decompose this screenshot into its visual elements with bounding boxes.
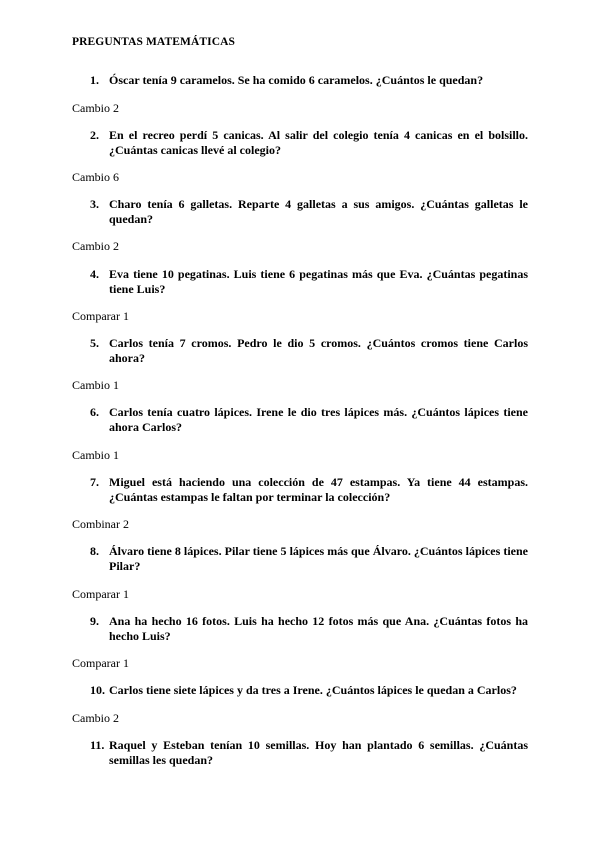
problem-text: Óscar tenía 9 caramelos. Se ha comido 6 caramelos. ¿Cuántos le quedan? xyxy=(109,73,484,87)
problem-3 xyxy=(90,197,528,227)
problem-category: Comparar 1 xyxy=(72,309,129,323)
problem-number: 10. xyxy=(90,683,105,697)
problem-number: 9. xyxy=(90,614,99,628)
problem-4 xyxy=(90,267,528,297)
problem-10 xyxy=(90,683,528,698)
problem-category: Cambio 2 xyxy=(72,711,119,725)
problem-number: 11. xyxy=(90,738,105,752)
problem-11 xyxy=(90,738,528,768)
problem-category: Combinar 2 xyxy=(72,517,129,531)
problem-category: Cambio 1 xyxy=(72,378,119,392)
problem-2 xyxy=(90,128,528,158)
problem-number: 2. xyxy=(90,128,99,142)
problem-7 xyxy=(90,475,528,505)
problem-text: Carlos tenía 7 cromos. Pedro le dio 5 cromos. ¿Cuántos cromos tiene Carlos ahora? xyxy=(109,336,528,365)
problem-5 xyxy=(90,336,528,366)
problem-category: Comparar 1 xyxy=(72,587,129,601)
problem-number: 1. xyxy=(90,73,99,87)
problem-text: Raquel y Esteban tenían 10 semillas. Hoy han plantado 6 semillas. ¿Cuántas semillas les quedan? xyxy=(109,738,528,767)
problem-6 xyxy=(90,405,528,435)
problem-category: Cambio 6 xyxy=(72,170,119,184)
problem-category: Cambio 1 xyxy=(72,448,119,462)
problem-category: Comparar 1 xyxy=(72,656,129,670)
problem-text: Carlos tenía cuatro lápices. Irene le dio tres lápices más. ¿Cuántos lápices tiene ahora Carlos? xyxy=(109,405,528,434)
problem-text: Álvaro tiene 8 lápices. Pilar tiene 5 lápices más que Álvaro. ¿Cuántos lápices tiene Pilar? xyxy=(109,544,528,573)
problem-category: Cambio 2 xyxy=(72,239,119,253)
problem-8 xyxy=(90,544,528,574)
problem-text: Eva tiene 10 pegatinas. Luis tiene 6 pegatinas más que Eva. ¿Cuántas pegatinas tiene Luis? xyxy=(109,267,528,296)
problem-text: Miguel está haciendo una colección de 47 estampas. Ya tiene 44 estampas. ¿Cuántas estampas le faltan por terminar la colección? xyxy=(109,475,528,504)
problem-number: 3. xyxy=(90,197,99,211)
problem-category: Cambio 2 xyxy=(72,101,119,115)
problem-number: 8. xyxy=(90,544,99,558)
problem-1 xyxy=(90,73,528,88)
problem-text: Carlos tiene siete lápices y da tres a Irene. ¿Cuántos lápices le quedan a Carlos? xyxy=(109,683,517,697)
problem-9 xyxy=(90,614,528,644)
problem-number: 5. xyxy=(90,336,99,350)
problem-text: Charo tenía 6 galletas. Reparte 4 galletas a sus amigos. ¿Cuántas galletas le quedan? xyxy=(109,197,528,226)
problem-text: Ana ha hecho 16 fotos. Luis ha hecho 12 fotos más que Ana. ¿Cuántas fotos ha hecho Luis? xyxy=(109,614,528,643)
problem-number: 6. xyxy=(90,405,99,419)
problem-number: 7. xyxy=(90,475,99,489)
problem-text: En el recreo perdí 5 canicas. Al salir del colegio tenía 4 canicas en el bolsillo. ¿Cuántas canicas llevé al colegio? xyxy=(109,128,528,157)
page-title: PREGUNTAS MATEMÁTICAS xyxy=(72,36,236,48)
problem-number: 4. xyxy=(90,267,99,281)
